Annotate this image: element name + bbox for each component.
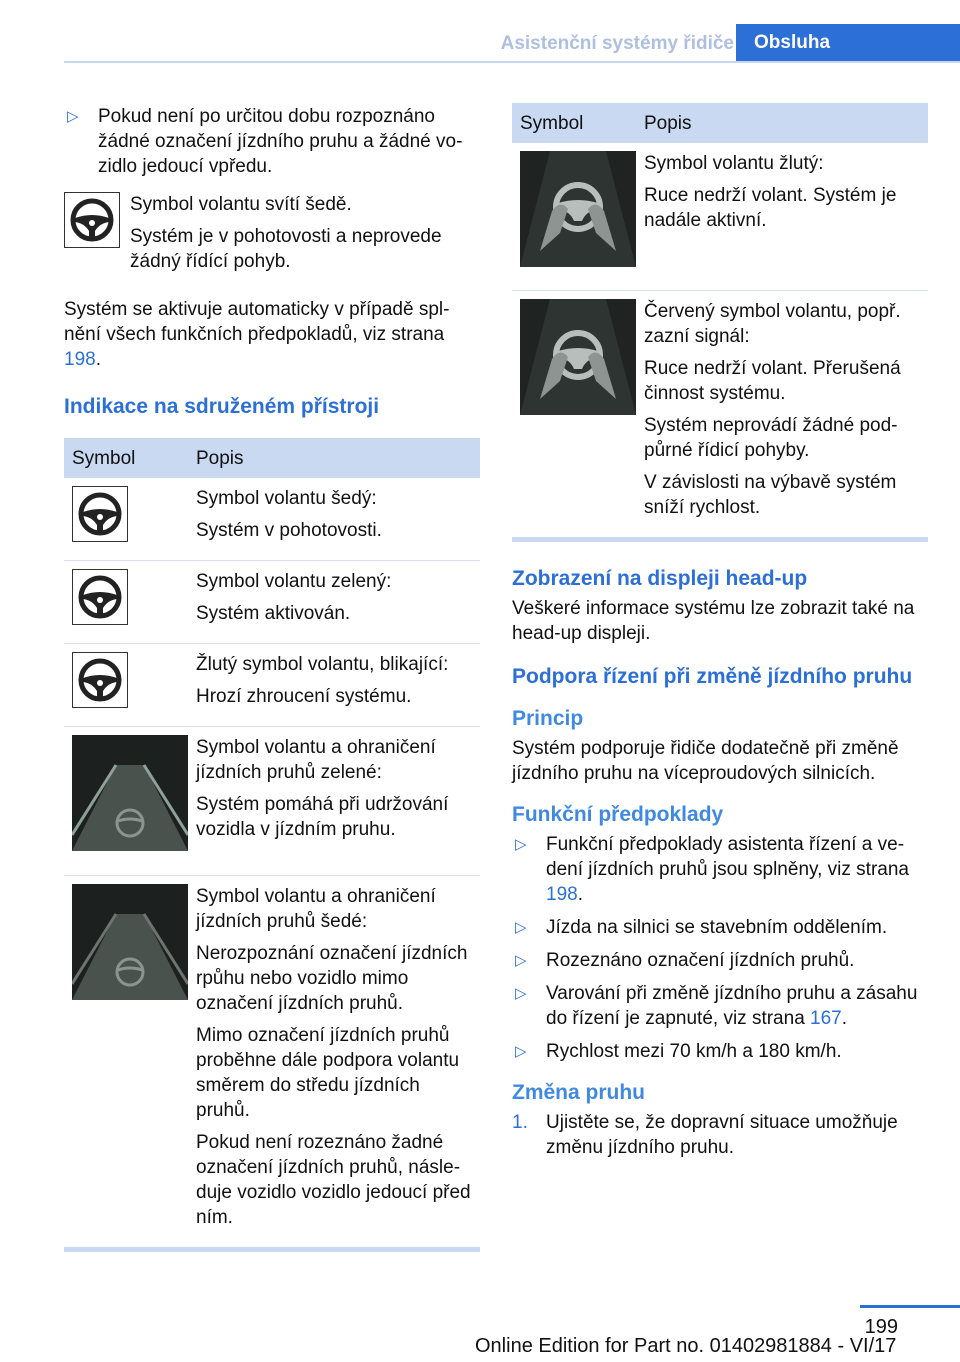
steering-wheel-icon xyxy=(64,192,120,248)
steering-wheel-icon xyxy=(72,652,128,708)
list-item: 1. Ujistěte se, že dopravní situace umožňuje změnu jízdního pruhu. xyxy=(512,1112,898,1158)
header-section-title: Asistenční systémy řidiče xyxy=(500,33,734,54)
triangle-right-icon: ▷ xyxy=(515,985,527,1002)
column-header-description: Popis xyxy=(636,103,928,143)
steering-wheel-icon xyxy=(72,569,128,625)
step-number: 1. xyxy=(512,1112,528,1133)
section-heading: Podpora řízení při změně jízdního pruhu xyxy=(512,665,913,688)
paragraph: Veškeré informace systému lze zobrazit také na head-up displeji. xyxy=(512,598,915,644)
table-row: Symbol volantu šedý: Systém v pohotovosti. xyxy=(64,478,480,561)
steering-wheel-icon xyxy=(72,486,128,542)
subsection-heading: Změna pruhu xyxy=(512,1081,646,1104)
list-item: ▷ Funkční předpoklady asistenta řízení a vedení jízdních pruhů jsou splněny, viz strana 198. xyxy=(515,834,909,905)
table-row: Žlutý symbol volantu, blikající: Hrozí zhroucení systému. xyxy=(64,644,480,727)
table-row: Symbol volantu a ohraničení jízdních pruhů zelené: Systém pomáhá při udržování vozidla v jízdním pruhu. xyxy=(64,727,480,876)
edition-note: Online Edition for Part no. 01402981884 - VI/17 xyxy=(475,1335,897,1357)
table-row: Symbol volantu a ohraničení jízdních pruhů šedé: Nerozpoznání označení jízdních rpůhu nebo vozidlo mimo označení jízdních pruhů. Mimo označení jízdních pruhů proběhne dále podpora volantu směrem do středu jízdních pruhů. Pokud není rozeznáno žadné označení jízdních pruhů, následuje vozidlo vozidlo jedoucí před ním. xyxy=(64,876,480,1248)
hands-on-wheel-icon xyxy=(520,151,636,267)
hands-on-wheel-icon xyxy=(520,299,636,415)
column-header-symbol: Symbol xyxy=(512,103,636,143)
triangle-right-icon: ▷ xyxy=(515,952,527,969)
section-heading: Zobrazení na displeji head-up xyxy=(512,567,808,590)
right-column xyxy=(512,103,928,1168)
section-heading: Indikace na sdruženém přístroji xyxy=(64,395,380,418)
column-header-symbol: Symbol xyxy=(64,438,188,478)
triangle-right-icon: ▷ xyxy=(515,1043,527,1060)
indicator-table xyxy=(64,438,480,1247)
list-item: ▷ Jízda na silnici se stavebním oddělením. xyxy=(515,917,888,938)
list-item: ▷ Rychlost mezi 70 km/h a 180 km/h. xyxy=(515,1041,842,1062)
icon-text: Systém je v pohotovosti a neprovede žádný řídící pohyb. xyxy=(130,226,442,272)
icon-description xyxy=(64,192,480,281)
header-rule xyxy=(64,61,960,63)
header-tab: Obsluha xyxy=(736,24,960,62)
triangle-right-icon: ▷ xyxy=(515,919,527,936)
page-link[interactable]: 198 xyxy=(64,349,96,370)
page-link[interactable]: 198 xyxy=(546,884,578,905)
table-end-rule xyxy=(512,537,928,542)
list-item: ▷ Varování při změně jízdního pruhu a zásahu do řízení je zapnuté, viz strana 167. xyxy=(515,983,918,1029)
indicator-table-continued xyxy=(512,103,928,537)
triangle-right-icon: ▷ xyxy=(515,836,527,853)
list-item: ▷ Pokud není po určitou dobu rozpoznáno žádné označení jízdního pruhu a žádné vozidlo jedoucí vpředu. xyxy=(67,106,463,177)
column-header-description: Popis xyxy=(188,438,480,478)
table-row: Symbol volantu zelený: Systém aktivován. xyxy=(64,561,480,644)
page-number: 199 xyxy=(864,1316,898,1338)
table-end-rule xyxy=(64,1247,480,1252)
page-link[interactable]: 167 xyxy=(810,1008,842,1029)
table-row: Červený symbol volantu, popř. zazní signál: Ruce nedrží volant. Přerušená činnost systému. Systém neprovádí žádné podpůrné řídicí pohyby. V závislosti na výbavě systém sníží rychlost. xyxy=(512,291,928,538)
footer-rule xyxy=(860,1305,960,1308)
paragraph: Systém podporuje řidiče dodatečně při změně jízdního pruhu na víceproudových silnicích. xyxy=(512,738,899,784)
left-column xyxy=(64,104,480,1252)
paragraph: Systém se aktivuje automaticky v případě splnění všech funkčních předpokladů, viz strana 198. xyxy=(64,299,450,370)
icon-text: Symbol volantu svítí šedě. xyxy=(130,194,352,215)
subsection-heading: Funkční předpoklady xyxy=(512,803,724,826)
subsection-heading: Princip xyxy=(512,707,584,730)
table-row: Symbol volantu žlutý: Ruce nedrží volant. Systém je nadále aktivní. xyxy=(512,143,928,291)
lane-display-image xyxy=(72,884,188,1000)
list-item: ▷ Rozeznáno označení jízdních pruhů. xyxy=(515,950,855,971)
lane-display-image xyxy=(72,735,188,851)
triangle-right-icon: ▷ xyxy=(67,108,79,125)
